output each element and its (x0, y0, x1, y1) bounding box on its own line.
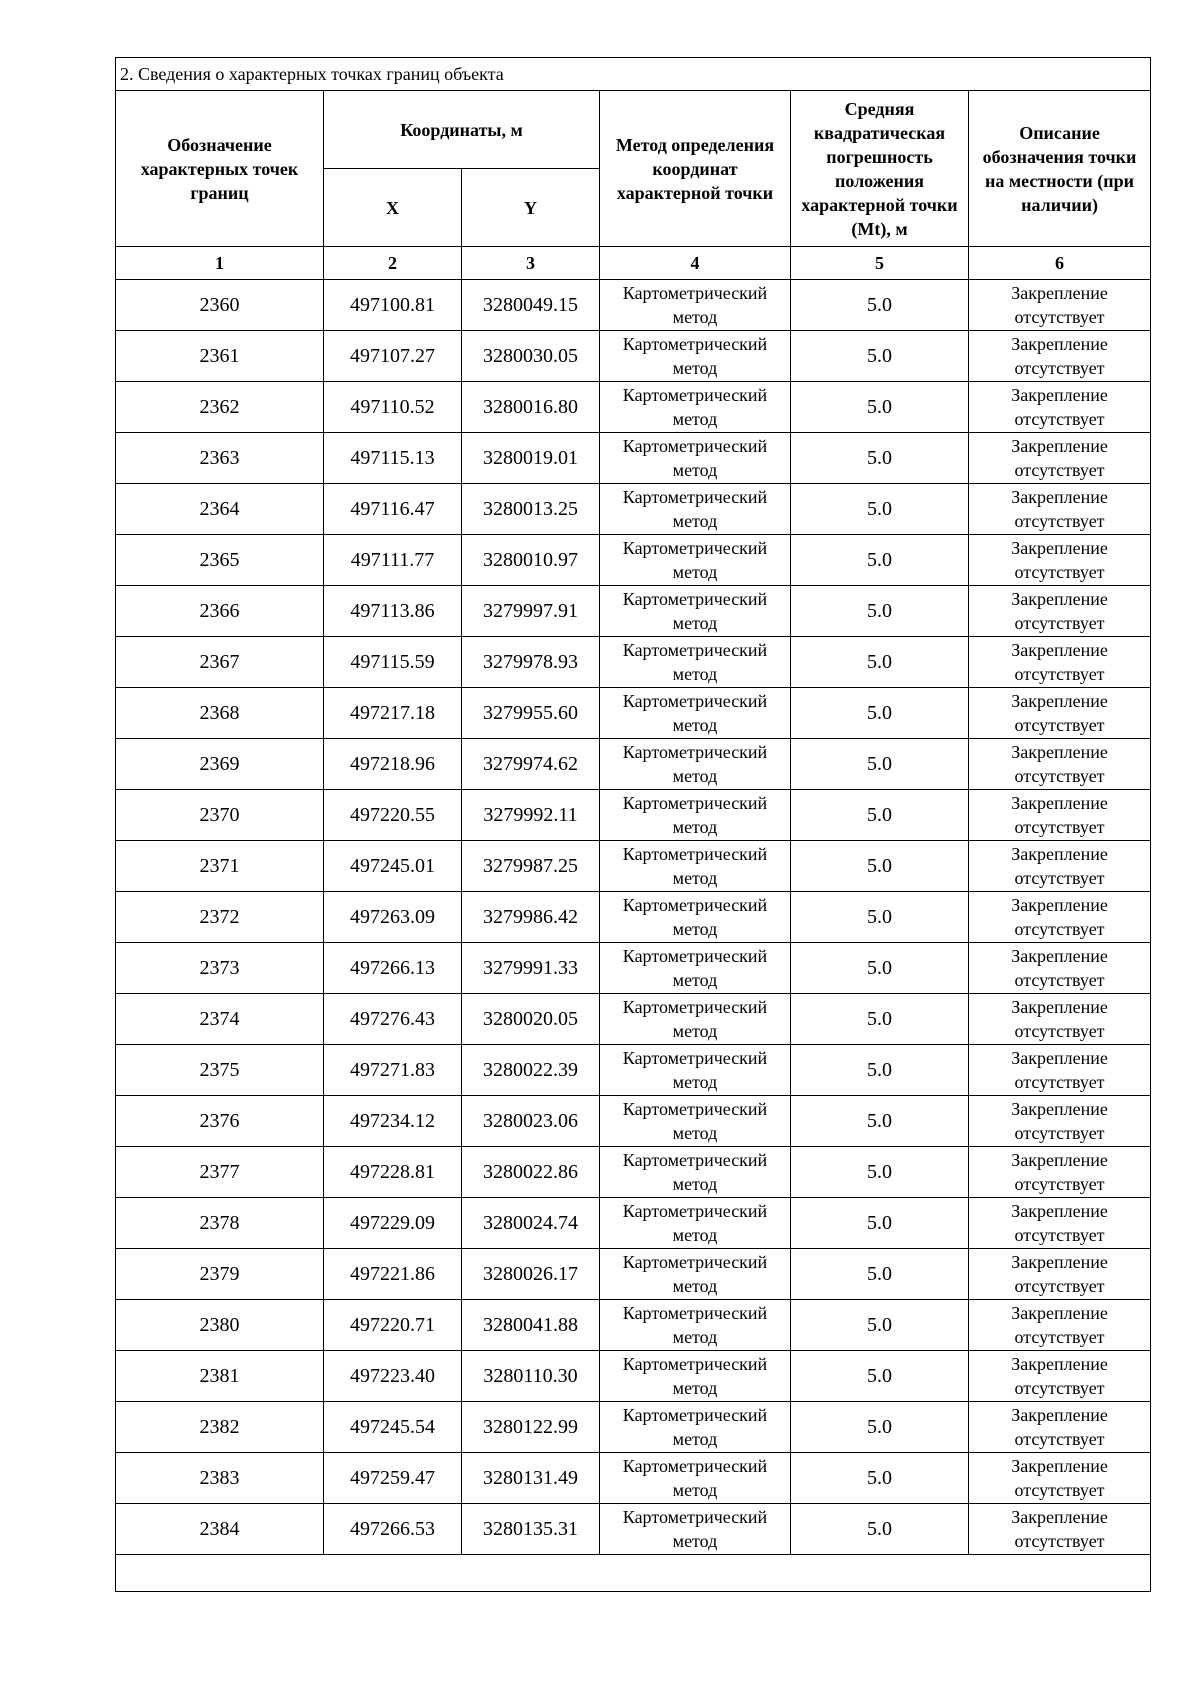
x-coordinate-cell: 497245.01 (324, 841, 462, 892)
y-coordinate-cell: 3280016.80 (462, 382, 600, 433)
y-coordinate-cell: 3279955.60 (462, 688, 600, 739)
x-coordinate-cell: 497229.09 (324, 1198, 462, 1249)
method-cell: Картометрический метод (600, 1045, 791, 1096)
x-coordinate-cell: 497266.53 (324, 1504, 462, 1555)
error-cell: 5.0 (791, 1198, 969, 1249)
y-coordinate-cell: 3280135.31 (462, 1504, 600, 1555)
description-cell: Закрепление отсутствует (969, 1300, 1151, 1351)
header-y: Y (462, 169, 600, 247)
header-x: X (324, 169, 462, 247)
table-row (116, 1249, 1151, 1300)
y-coordinate-cell: 3279991.33 (462, 943, 600, 994)
y-coordinate-cell: 3280019.01 (462, 433, 600, 484)
boundary-points-table (115, 57, 1151, 1592)
y-coordinate-cell: 3279974.62 (462, 739, 600, 790)
x-coordinate-cell: 497100.81 (324, 280, 462, 331)
point-number-cell: 2367 (116, 637, 324, 688)
table-row (116, 331, 1151, 382)
method-cell: Картометрический метод (600, 331, 791, 382)
method-cell: Картометрический метод (600, 790, 791, 841)
table-row (116, 586, 1151, 637)
method-cell: Картометрический метод (600, 1453, 791, 1504)
description-cell: Закрепление отсутствует (969, 688, 1151, 739)
description-cell: Закрепление отсутствует (969, 484, 1151, 535)
error-cell: 5.0 (791, 1045, 969, 1096)
point-number-cell: 2378 (116, 1198, 324, 1249)
point-number-cell: 2369 (116, 739, 324, 790)
x-coordinate-cell: 497276.43 (324, 994, 462, 1045)
column-number: 6 (969, 247, 1151, 280)
description-cell: Закрепление отсутствует (969, 1402, 1151, 1453)
description-cell: Закрепление отсутствует (969, 790, 1151, 841)
y-coordinate-cell: 3280023.06 (462, 1096, 600, 1147)
method-cell: Картометрический метод (600, 739, 791, 790)
method-cell: Картометрический метод (600, 688, 791, 739)
table-row (116, 280, 1151, 331)
x-coordinate-cell: 497111.77 (324, 535, 462, 586)
error-cell: 5.0 (791, 943, 969, 994)
x-coordinate-cell: 497263.09 (324, 892, 462, 943)
description-cell: Закрепление отсутствует (969, 892, 1151, 943)
description-cell: Закрепление отсутствует (969, 586, 1151, 637)
x-coordinate-cell: 497218.96 (324, 739, 462, 790)
error-cell: 5.0 (791, 790, 969, 841)
point-number-cell: 2376 (116, 1096, 324, 1147)
error-cell: 5.0 (791, 280, 969, 331)
y-coordinate-cell: 3280122.99 (462, 1402, 600, 1453)
point-number-cell: 2382 (116, 1402, 324, 1453)
header-error: Средняя квадратическая погрешность положения характерной точки (Mt), м (791, 91, 969, 247)
point-number-cell: 2360 (116, 280, 324, 331)
method-cell: Картометрический метод (600, 943, 791, 994)
point-number-cell: 2372 (116, 892, 324, 943)
column-number: 2 (324, 247, 462, 280)
error-cell: 5.0 (791, 1351, 969, 1402)
y-coordinate-cell: 3280049.15 (462, 280, 600, 331)
y-coordinate-cell: 3279986.42 (462, 892, 600, 943)
error-cell: 5.0 (791, 1504, 969, 1555)
method-cell: Картометрический метод (600, 484, 791, 535)
x-coordinate-cell: 497107.27 (324, 331, 462, 382)
table-row (116, 637, 1151, 688)
x-coordinate-cell: 497245.54 (324, 1402, 462, 1453)
description-cell: Закрепление отсутствует (969, 739, 1151, 790)
description-cell: Закрепление отсутствует (969, 382, 1151, 433)
point-number-cell: 2381 (116, 1351, 324, 1402)
table-row (116, 1198, 1151, 1249)
point-number-cell: 2373 (116, 943, 324, 994)
empty-footer-cell (116, 1555, 1151, 1592)
error-cell: 5.0 (791, 892, 969, 943)
header-method: Метод определения координат характерной точки (600, 91, 791, 247)
table-row (116, 433, 1151, 484)
point-number-cell: 2366 (116, 586, 324, 637)
x-coordinate-cell: 497115.13 (324, 433, 462, 484)
x-coordinate-cell: 497234.12 (324, 1096, 462, 1147)
description-cell: Закрепление отсутствует (969, 535, 1151, 586)
x-coordinate-cell: 497271.83 (324, 1045, 462, 1096)
table-row (116, 841, 1151, 892)
y-coordinate-cell: 3280022.39 (462, 1045, 600, 1096)
method-cell: Картометрический метод (600, 841, 791, 892)
table-row (116, 1300, 1151, 1351)
error-cell: 5.0 (791, 484, 969, 535)
x-coordinate-cell: 497266.13 (324, 943, 462, 994)
error-cell: 5.0 (791, 1402, 969, 1453)
document-page (115, 57, 1150, 1592)
table-row (116, 382, 1151, 433)
error-cell: 5.0 (791, 637, 969, 688)
description-cell: Закрепление отсутствует (969, 1096, 1151, 1147)
point-number-cell: 2380 (116, 1300, 324, 1351)
x-coordinate-cell: 497220.71 (324, 1300, 462, 1351)
description-cell: Закрепление отсутствует (969, 1045, 1151, 1096)
error-cell: 5.0 (791, 1453, 969, 1504)
table-row (116, 535, 1151, 586)
description-cell: Закрепление отсутствует (969, 1147, 1151, 1198)
point-number-cell: 2363 (116, 433, 324, 484)
description-cell: Закрепление отсутствует (969, 637, 1151, 688)
method-cell: Картометрический метод (600, 1402, 791, 1453)
method-cell: Картометрический метод (600, 1249, 791, 1300)
method-cell: Картометрический метод (600, 1198, 791, 1249)
column-numbers-row (116, 247, 1151, 280)
error-cell: 5.0 (791, 994, 969, 1045)
method-cell: Картометрический метод (600, 535, 791, 586)
x-coordinate-cell: 497116.47 (324, 484, 462, 535)
method-cell: Картометрический метод (600, 1351, 791, 1402)
error-cell: 5.0 (791, 535, 969, 586)
method-cell: Картометрический метод (600, 1096, 791, 1147)
error-cell: 5.0 (791, 1096, 969, 1147)
table-row (116, 790, 1151, 841)
table-row (116, 1096, 1151, 1147)
column-number: 5 (791, 247, 969, 280)
x-coordinate-cell: 497223.40 (324, 1351, 462, 1402)
method-cell: Картометрический метод (600, 1147, 791, 1198)
error-cell: 5.0 (791, 331, 969, 382)
point-number-cell: 2364 (116, 484, 324, 535)
method-cell: Картометрический метод (600, 433, 791, 484)
method-cell: Картометрический метод (600, 1504, 791, 1555)
error-cell: 5.0 (791, 739, 969, 790)
x-coordinate-cell: 497113.86 (324, 586, 462, 637)
description-cell: Закрепление отсутствует (969, 1453, 1151, 1504)
method-cell: Картометрический метод (600, 994, 791, 1045)
header-coordinates: Координаты, м (324, 91, 600, 169)
description-cell: Закрепление отсутствует (969, 331, 1151, 382)
point-number-cell: 2375 (116, 1045, 324, 1096)
error-cell: 5.0 (791, 688, 969, 739)
method-cell: Картометрический метод (600, 892, 791, 943)
y-coordinate-cell: 3280010.97 (462, 535, 600, 586)
description-cell: Закрепление отсутствует (969, 1198, 1151, 1249)
y-coordinate-cell: 3280022.86 (462, 1147, 600, 1198)
description-cell: Закрепление отсутствует (969, 1504, 1151, 1555)
description-cell: Закрепление отсутствует (969, 280, 1151, 331)
method-cell: Картометрический метод (600, 586, 791, 637)
table-row (116, 943, 1151, 994)
y-coordinate-cell: 3280013.25 (462, 484, 600, 535)
error-cell: 5.0 (791, 382, 969, 433)
table-row (116, 484, 1151, 535)
point-number-cell: 2374 (116, 994, 324, 1045)
description-cell: Закрепление отсутствует (969, 841, 1151, 892)
x-coordinate-cell: 497115.59 (324, 637, 462, 688)
point-number-cell: 2365 (116, 535, 324, 586)
y-coordinate-cell: 3280024.74 (462, 1198, 600, 1249)
y-coordinate-cell: 3280020.05 (462, 994, 600, 1045)
x-coordinate-cell: 497220.55 (324, 790, 462, 841)
description-cell: Закрепление отсутствует (969, 994, 1151, 1045)
y-coordinate-cell: 3279992.11 (462, 790, 600, 841)
y-coordinate-cell: 3280131.49 (462, 1453, 600, 1504)
table-row (116, 688, 1151, 739)
point-number-cell: 2371 (116, 841, 324, 892)
point-number-cell: 2383 (116, 1453, 324, 1504)
table-row (116, 892, 1151, 943)
table-row (116, 1147, 1151, 1198)
y-coordinate-cell: 3279997.91 (462, 586, 600, 637)
point-number-cell: 2379 (116, 1249, 324, 1300)
column-number: 4 (600, 247, 791, 280)
point-number-cell: 2362 (116, 382, 324, 433)
table-row (116, 1045, 1151, 1096)
x-coordinate-cell: 497221.86 (324, 1249, 462, 1300)
table-row (116, 739, 1151, 790)
y-coordinate-cell: 3280026.17 (462, 1249, 600, 1300)
x-coordinate-cell: 497228.81 (324, 1147, 462, 1198)
error-cell: 5.0 (791, 1249, 969, 1300)
x-coordinate-cell: 497110.52 (324, 382, 462, 433)
point-number-cell: 2361 (116, 331, 324, 382)
header-description: Описание обозначения точки на местности (при наличии) (969, 91, 1151, 247)
point-number-cell: 2370 (116, 790, 324, 841)
error-cell: 5.0 (791, 1300, 969, 1351)
table-row (116, 1453, 1151, 1504)
description-cell: Закрепление отсутствует (969, 943, 1151, 994)
method-cell: Картометрический метод (600, 280, 791, 331)
x-coordinate-cell: 497217.18 (324, 688, 462, 739)
x-coordinate-cell: 497259.47 (324, 1453, 462, 1504)
point-number-cell: 2384 (116, 1504, 324, 1555)
y-coordinate-cell: 3280110.30 (462, 1351, 600, 1402)
column-number: 3 (462, 247, 600, 280)
table-row (116, 1504, 1151, 1555)
error-cell: 5.0 (791, 433, 969, 484)
section-title: 2. Сведения о характерных точках границ объекта (116, 58, 1151, 91)
point-number-cell: 2377 (116, 1147, 324, 1198)
table-body (116, 280, 1151, 1555)
y-coordinate-cell: 3279987.25 (462, 841, 600, 892)
table-row (116, 1402, 1151, 1453)
empty-footer-row (116, 1555, 1151, 1592)
point-number-cell: 2368 (116, 688, 324, 739)
error-cell: 5.0 (791, 1147, 969, 1198)
table-row (116, 994, 1151, 1045)
description-cell: Закрепление отсутствует (969, 433, 1151, 484)
method-cell: Картометрический метод (600, 1300, 791, 1351)
y-coordinate-cell: 3280041.88 (462, 1300, 600, 1351)
description-cell: Закрепление отсутствует (969, 1249, 1151, 1300)
method-cell: Картометрический метод (600, 637, 791, 688)
table-row (116, 1351, 1151, 1402)
error-cell: 5.0 (791, 841, 969, 892)
y-coordinate-cell: 3280030.05 (462, 331, 600, 382)
description-cell: Закрепление отсутствует (969, 1351, 1151, 1402)
method-cell: Картометрический метод (600, 382, 791, 433)
header-designation: Обозначение характерных точек границ (116, 91, 324, 247)
column-number: 1 (116, 247, 324, 280)
y-coordinate-cell: 3279978.93 (462, 637, 600, 688)
error-cell: 5.0 (791, 586, 969, 637)
